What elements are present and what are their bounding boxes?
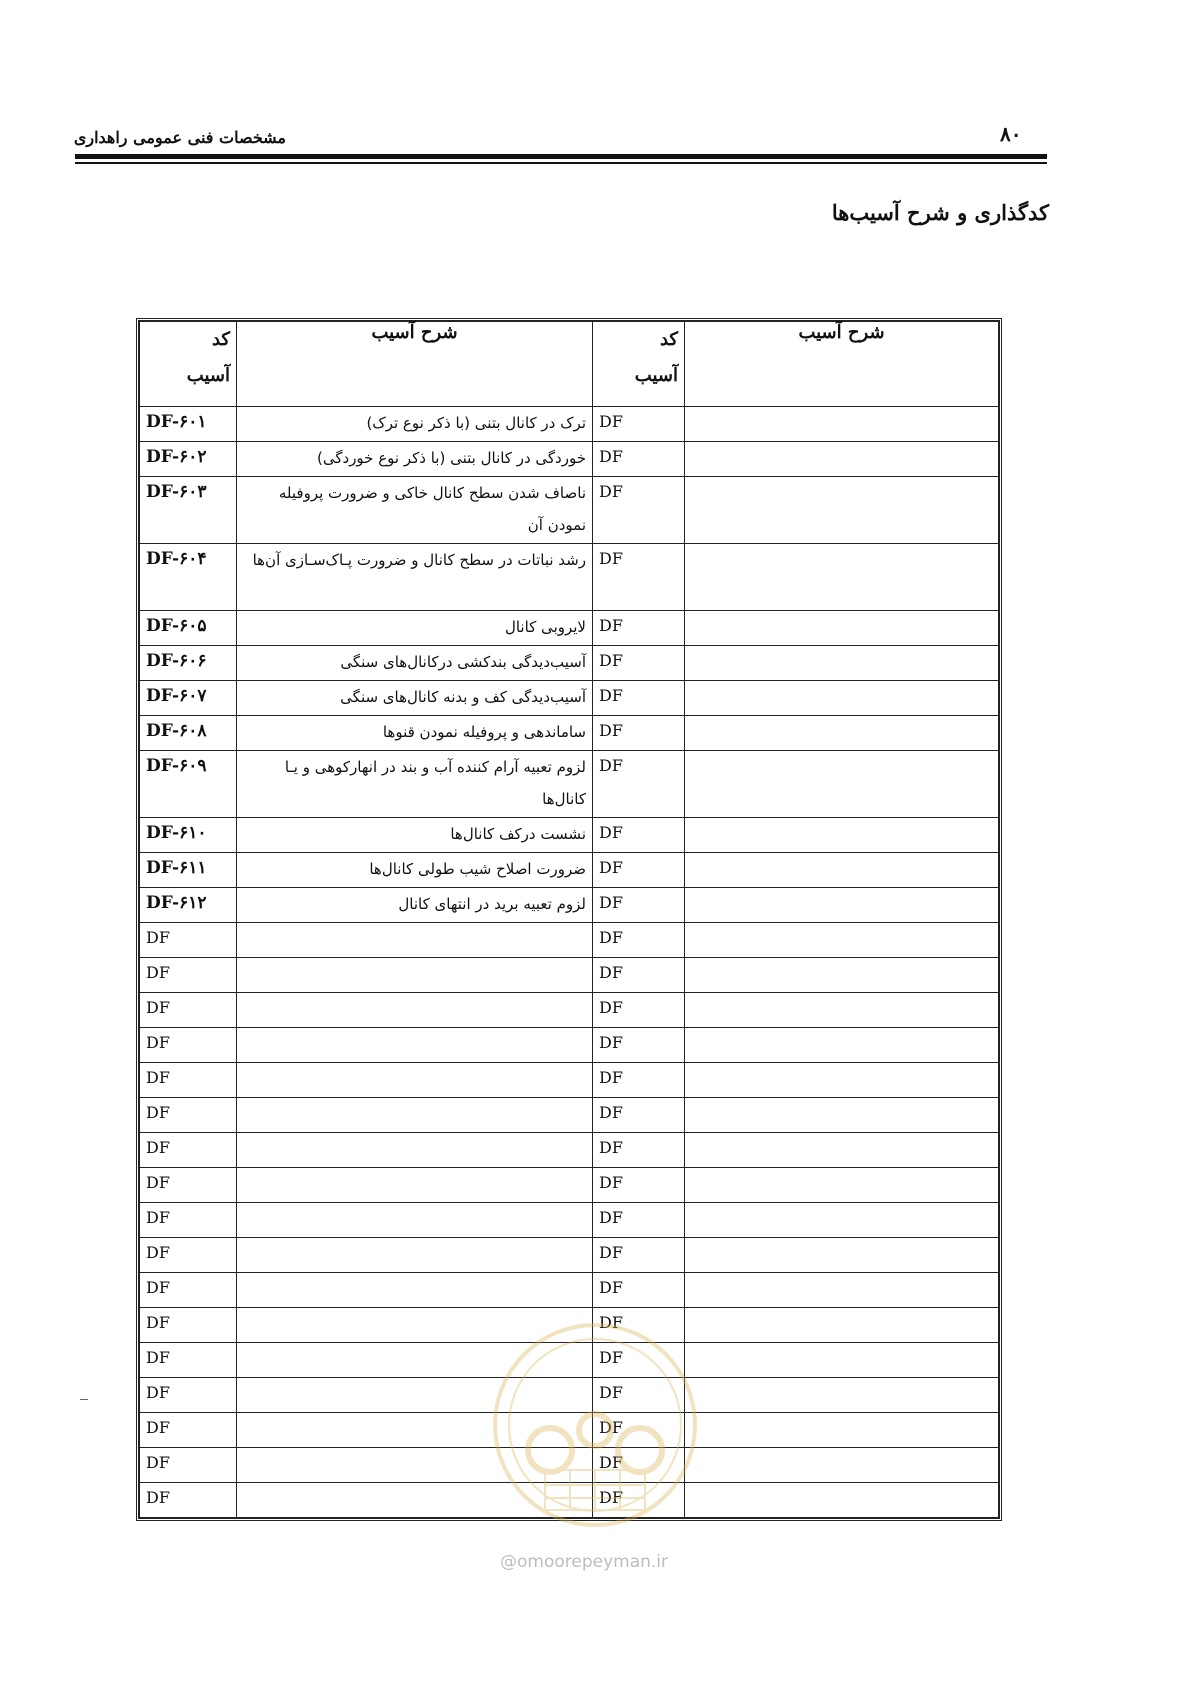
damage-code-cell: DF-۶۰۱ — [140, 407, 237, 442]
damage-code-cell: DF — [140, 1308, 237, 1343]
damage-code-cell-right: DF — [593, 1343, 685, 1378]
damage-code-cell-right: DF — [593, 1168, 685, 1203]
header-code-right — [593, 322, 685, 407]
damage-code-cell-right: DF — [593, 818, 685, 853]
damage-description-cell: ترک در کانال بتنی (با ذکر نوع ترک) — [237, 407, 593, 442]
table-row — [140, 1098, 999, 1133]
damage-code-cell-right: DF — [593, 888, 685, 923]
damage-code-cell-right: DF — [593, 1063, 685, 1098]
table-header-row — [140, 322, 999, 407]
table-row — [140, 1203, 999, 1238]
damage-code-cell-right: DF — [593, 1098, 685, 1133]
damage-description-cell: نشست درکف کانال‌ها — [237, 818, 593, 853]
damage-code-cell-right: DF — [593, 477, 685, 544]
damage-code-cell-right: DF — [593, 407, 685, 442]
damage-code-cell: DF-۶۰۵ — [140, 611, 237, 646]
running-title: مشخصات فنی عمومی راهداری — [73, 128, 286, 147]
damage-code-cell-right: DF — [593, 611, 685, 646]
damage-code-cell: DF — [140, 923, 237, 958]
table-row — [140, 818, 999, 853]
damage-code-cell: DF — [140, 1063, 237, 1098]
damage-code-cell: DF-۶۰۶ — [140, 646, 237, 681]
damage-code-cell-right: DF — [593, 751, 685, 818]
section-heading: کدگذاری و شرح آسیب‌ها — [831, 200, 1049, 225]
damage-code-cell-right: DF — [593, 1133, 685, 1168]
damage-code-cell: DF-۶۰۴ — [140, 544, 237, 611]
damage-code-cell: DF-۶۰۷ — [140, 681, 237, 716]
damage-code-cell-right: DF — [593, 716, 685, 751]
damage-code-cell-right: DF — [593, 1308, 685, 1343]
header-code-left-label: کد آسیب — [186, 329, 230, 386]
damage-description-cell-right — [685, 1308, 999, 1343]
damage-description-cell-right — [685, 923, 999, 958]
damage-code-cell-right: DF — [593, 544, 685, 611]
damage-description-cell-right — [685, 1343, 999, 1378]
damage-code-cell-right: DF — [593, 681, 685, 716]
damage-code-cell: DF — [140, 1413, 237, 1448]
header-description-left: شرح آسیب — [237, 322, 593, 407]
damage-code-cell: DF — [140, 1238, 237, 1273]
damage-description-cell-right — [685, 477, 999, 544]
damage-description-cell-right — [685, 818, 999, 853]
damage-code-cell: DF-۶۱۱ — [140, 853, 237, 888]
table-row — [140, 477, 999, 544]
seal-watermark — [490, 1320, 700, 1530]
damage-code-cell: DF — [140, 958, 237, 993]
damage-description-cell-right — [685, 751, 999, 818]
damage-description-cell-right — [685, 716, 999, 751]
damage-description-cell: لزوم تعبیه برید در انتهای کانال — [237, 888, 593, 923]
table-row — [140, 751, 999, 818]
damage-description-cell: ساماندهی و پروفیله نمودن قنوها — [237, 716, 593, 751]
damage-code-cell: DF-۶۰۸ — [140, 716, 237, 751]
table-row — [140, 646, 999, 681]
page-number: ۸۰ — [1000, 122, 1022, 146]
table-row — [140, 611, 999, 646]
damage-code-cell: DF — [140, 1203, 237, 1238]
damage-description-cell: خوردگی در کانال بتنی (با ذکر نوع خوردگی) — [237, 442, 593, 477]
damage-description-cell: لزوم تعبیه آرام کننده آب و بند در انهارکوهی و یـا کانال‌ها — [237, 751, 593, 818]
table-row — [140, 1063, 999, 1098]
table-row — [140, 923, 999, 958]
table-row — [140, 442, 999, 477]
damage-description-cell — [237, 1203, 593, 1238]
damage-description-cell-right — [685, 888, 999, 923]
damage-description-cell-right — [685, 407, 999, 442]
damage-code-cell: DF — [140, 1378, 237, 1413]
damage-description-cell-right — [685, 1413, 999, 1448]
damage-description-cell — [237, 1098, 593, 1133]
damage-code-cell: DF — [140, 1098, 237, 1133]
damage-description-cell-right — [685, 611, 999, 646]
damage-code-cell: DF-۶۱۰ — [140, 818, 237, 853]
damage-description-cell-right — [685, 993, 999, 1028]
damage-code-cell-right: DF — [593, 1483, 685, 1518]
damage-code-cell: DF — [140, 1273, 237, 1308]
damage-description-cell-right — [685, 1448, 999, 1483]
damage-code-cell: DF — [140, 1028, 237, 1063]
damage-code-cell: DF-۶۰۳ — [140, 477, 237, 544]
table-row — [140, 1168, 999, 1203]
damage-description-cell-right — [685, 681, 999, 716]
damage-description-cell-right — [685, 1203, 999, 1238]
damage-code-cell: DF-۶۱۲ — [140, 888, 237, 923]
damage-description-cell-right — [685, 853, 999, 888]
damage-code-cell-right: DF — [593, 958, 685, 993]
damage-description-cell-right — [685, 544, 999, 611]
damage-code-cell-right: DF — [593, 1413, 685, 1448]
damage-code-cell-right: DF — [593, 1028, 685, 1063]
damage-description-cell: لایروبی کانال — [237, 611, 593, 646]
table-row — [140, 407, 999, 442]
table-row — [140, 888, 999, 923]
damage-description-cell — [237, 1168, 593, 1203]
table-row — [140, 1238, 999, 1273]
damage-code-cell-right: DF — [593, 993, 685, 1028]
damage-description-cell: ضرورت اصلاح شیب طولی کانال‌ها — [237, 853, 593, 888]
damage-description-cell — [237, 1273, 593, 1308]
damage-description-cell-right — [685, 1028, 999, 1063]
header-code-left — [140, 322, 237, 407]
damage-description-cell-right — [685, 1063, 999, 1098]
header-rule-thick — [75, 154, 1047, 159]
damage-description-cell — [237, 958, 593, 993]
watermark-url: @omoorepeyman.ir — [500, 1552, 669, 1572]
damage-code-cell: DF — [140, 1133, 237, 1168]
damage-code-cell-right: DF — [593, 442, 685, 477]
damage-code-cell-right: DF — [593, 923, 685, 958]
damage-code-cell: DF-۶۰۲ — [140, 442, 237, 477]
damage-description-cell-right — [685, 442, 999, 477]
damage-description-cell-right — [685, 1168, 999, 1203]
damage-code-cell-right: DF — [593, 1238, 685, 1273]
damage-code-cell-right: DF — [593, 646, 685, 681]
table-row — [140, 544, 999, 611]
damage-code-cell-right: DF — [593, 853, 685, 888]
damage-code-cell: DF — [140, 1483, 237, 1518]
table-row — [140, 853, 999, 888]
damage-description-cell — [237, 1238, 593, 1273]
damage-code-cell: DF-۶۰۹ — [140, 751, 237, 818]
damage-description-cell-right — [685, 1133, 999, 1168]
scan-mark — [80, 1399, 88, 1400]
header-rule-thin — [75, 162, 1047, 164]
damage-code-cell: DF — [140, 993, 237, 1028]
table-row — [140, 958, 999, 993]
damage-description-cell: آسیب‌دیدگی بندکشی درکانال‌های سنگی — [237, 646, 593, 681]
table-row — [140, 1273, 999, 1308]
damage-code-cell-right: DF — [593, 1273, 685, 1308]
damage-description-cell-right — [685, 1273, 999, 1308]
table-row — [140, 716, 999, 751]
damage-description-cell: رشد نباتات در سطح کانال و ضرورت پـاک‌سـازی آن‌ها — [237, 544, 593, 611]
damage-description-cell: آسیب‌دیدگی کف و بدنه کانال‌های سنگی — [237, 681, 593, 716]
table-row — [140, 1028, 999, 1063]
damage-code-cell: DF — [140, 1448, 237, 1483]
damage-description-cell-right — [685, 958, 999, 993]
damage-code-cell: DF — [140, 1343, 237, 1378]
table-row — [140, 993, 999, 1028]
damage-description-cell — [237, 1133, 593, 1168]
damage-description-cell — [237, 923, 593, 958]
damage-description-cell-right — [685, 646, 999, 681]
damage-description-cell-right — [685, 1378, 999, 1413]
damage-description-cell — [237, 1063, 593, 1098]
damage-code-cell-right: DF — [593, 1448, 685, 1483]
damage-description-cell-right — [685, 1238, 999, 1273]
damage-code-cell-right: DF — [593, 1378, 685, 1413]
header-description-right: شرح آسیب — [685, 322, 999, 407]
damage-description-cell — [237, 1028, 593, 1063]
damage-description-cell-right — [685, 1483, 999, 1518]
header-code-right-label: کد آسیب — [634, 329, 678, 386]
damage-code-cell: DF — [140, 1168, 237, 1203]
table-row — [140, 1133, 999, 1168]
damage-description-cell-right — [685, 1098, 999, 1133]
damage-description-cell — [237, 993, 593, 1028]
damage-description-cell: ناصاف شدن سطح کانال خاکی و ضرورت پروفیله نمودن آن — [237, 477, 593, 544]
damage-code-cell-right: DF — [593, 1203, 685, 1238]
table-row — [140, 681, 999, 716]
